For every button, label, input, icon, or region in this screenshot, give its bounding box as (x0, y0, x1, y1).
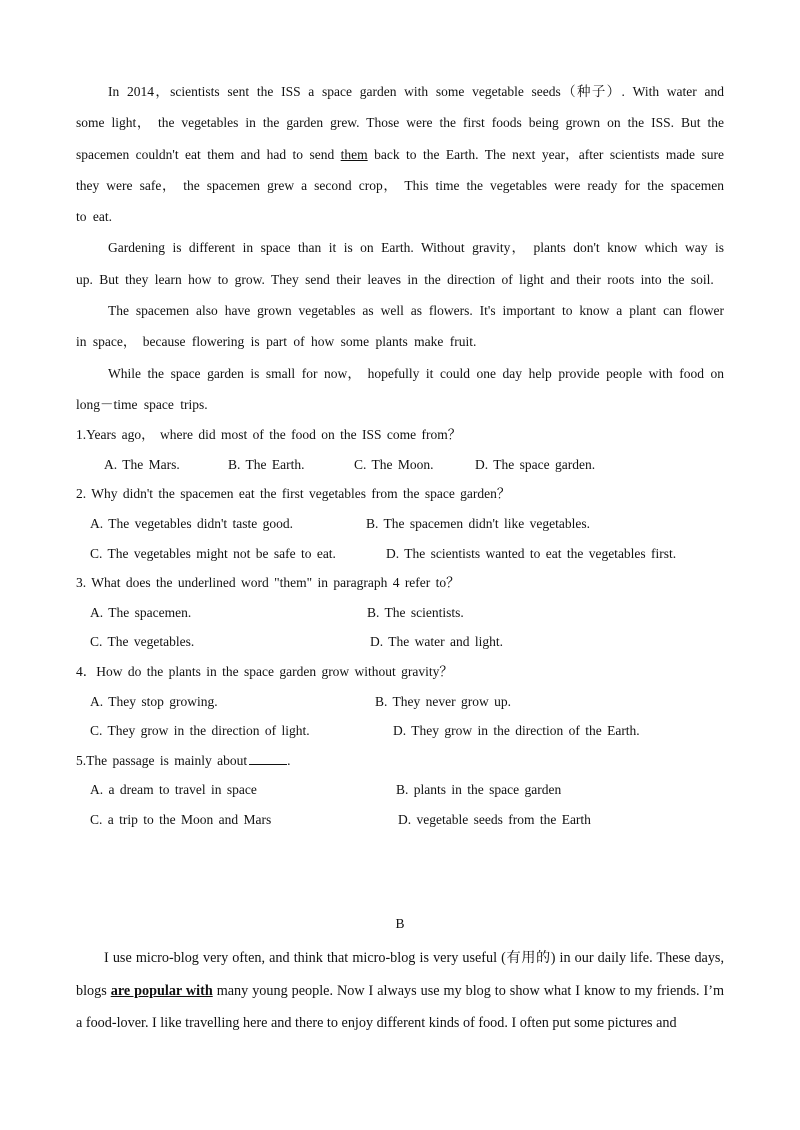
option-c: C. a trip to the Moon and Mars (90, 811, 272, 827)
question-stem-text: 5.The passage is mainly about (76, 752, 248, 768)
question-5-stem (76, 746, 724, 776)
bold-underlined-phrase: are popular with (110, 982, 213, 999)
option-a: A. a dream to travel in space (90, 782, 257, 798)
section-b-heading: B (395, 916, 405, 931)
option-b: B. plants in the space garden (396, 782, 562, 798)
option-b: B. They never grow up. (375, 693, 511, 709)
paragraph-text: many young people. Now I always use my blog to show what I know to my friends. I’m a food-lover. I like travelling here and there to enjoy different kinds of food. I often put some pictures and (76, 982, 724, 1031)
underlined-word-them: them (340, 146, 368, 162)
option-d: D. The water and light. (370, 634, 503, 650)
passage-a-paragraph-4: While the space garden is small for now， hopefully it could one day help provide people with food on long－time space trips. (76, 365, 724, 412)
answer-blank (249, 752, 287, 765)
option-c: C. The vegetables might not be safe to eat. (90, 545, 336, 561)
option-c: C. The vegetables. (90, 634, 195, 650)
document-page (76, 76, 724, 1031)
passage-a-paragraph-2: Gardening is different in space than it is on Earth. Without gravity， plants don't know which way is up. But they learn how to grow. They send their leaves in the direction of light and their roots into the soil. (76, 240, 724, 287)
question-4-stem: 4．How do the plants in the space garden grow without gravity？ (76, 664, 453, 680)
question-3-stem: 3. What does the underlined word "them" in paragraph 4 refer to？ (76, 575, 460, 591)
question-1-stem: 1.Years ago， where did most of the food on the ISS come from？ (76, 427, 462, 443)
question-2-options-row-2 (76, 539, 724, 569)
option-a: A. They stop growing. (90, 693, 218, 709)
option-b: B. The scientists. (367, 604, 464, 620)
question-5-options-row-1 (76, 775, 724, 805)
option-d: D. The space garden. (475, 456, 596, 472)
option-b: B. The spacemen didn't like vegetables. (366, 516, 590, 532)
question-stem-tail: . (287, 752, 291, 768)
option-a: A. The spacemen. (90, 604, 192, 620)
question-3-options-row-2 (76, 627, 724, 657)
passage-b-paragraph (76, 942, 724, 1040)
option-b: B. The Earth. (228, 456, 305, 472)
option-d: D. The scientists wanted to eat the vegetables first. (386, 545, 677, 561)
question-1-options (76, 450, 724, 480)
option-a: A. The vegetables didn't taste good. (90, 516, 294, 532)
question-5-options-row-2 (76, 805, 724, 835)
paragraph-text: back to the Earth. The next year，after scientists made sure they were safe， the spacemen grew a second crop， This time the vegetables were ready for the spacemen to eat. (76, 146, 724, 225)
question-4-options-row-2 (76, 716, 724, 746)
question-2-stem: 2. Why didn't the spacemen eat the first vegetables from the space garden？ (76, 486, 511, 502)
option-d: D. vegetable seeds from the Earth (398, 811, 591, 827)
option-c: C. They grow in the direction of light. (90, 723, 310, 739)
option-d: D. They grow in the direction of the Earth. (393, 723, 640, 739)
passage-a-paragraph-1 (76, 76, 724, 232)
paragraph-text: I use micro-blog very often, and think that micro-blog is very useful (有用的) in our daily life. These days, blogs (76, 950, 724, 999)
passage-a-paragraph-3: The spacemen also have grown vegetables as well as flowers. It's important to know a plant can flower in space， because flowering is part of how some plants make fruit. (76, 303, 724, 350)
question-4-options-row-1 (76, 687, 724, 717)
question-3-options-row-1 (76, 598, 724, 628)
option-a: A. The Mars. (104, 456, 180, 472)
question-2-options-row-1 (76, 509, 724, 539)
paragraph-text: In 2014，scientists sent the ISS a space garden with some vegetable seeds（种子）. With water and some light， the vegetables in the garden grew. Those were the first foods being grown on the ISS. But the spacemen couldn't eat them and had to send (76, 84, 724, 162)
option-c: C. The Moon. (354, 456, 434, 472)
